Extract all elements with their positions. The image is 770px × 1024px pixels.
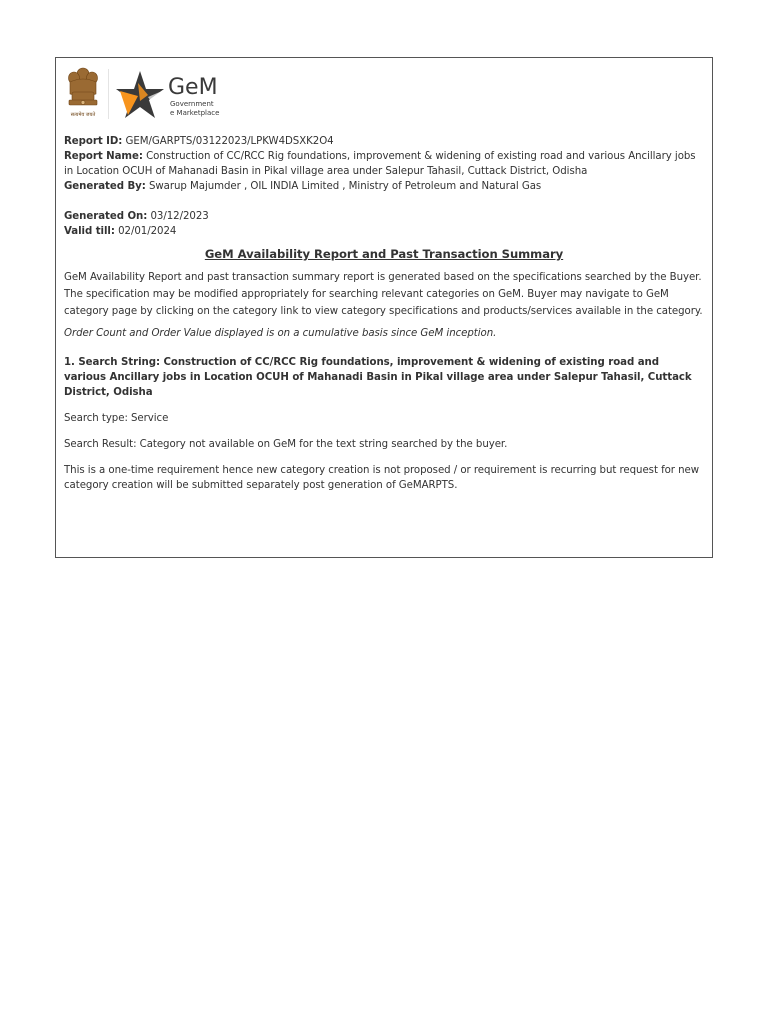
report-container <box>55 57 713 558</box>
gem-logo <box>108 67 268 123</box>
gem-wordmark: GeM <box>168 75 218 100</box>
generated-by-label: Generated By: <box>64 181 146 192</box>
report-name-value: Construction of CC/RCC Rig foundations, improvement & widening of existing road and various Ancillary jobs in Location OCUH of Mahanadi Basin in Pikal village area under Salepur Tahasil, Cuttack District, Odisha <box>64 151 696 177</box>
report-name-label: Report Name: <box>64 151 143 162</box>
generated-by-line <box>64 179 704 194</box>
search-string: 1. Search String: Construction of CC/RCC Rig foundations, improvement & widening of existing road and various Ancillary jobs in Location OCUH of Mahanadi Basin in Pikal village area under Salepur Tahasil, Cuttack District, Odisha <box>64 357 692 398</box>
gem-subtitle-marketplace: e Marketplace <box>170 109 220 117</box>
search-result: Search Result: Category not available on GeM for the text string searched by the buyer. <box>64 439 508 450</box>
valid-till-value: 02/01/2024 <box>118 226 177 237</box>
emblem-caption: सत्यमेव जयते <box>70 112 96 118</box>
generated-on-line <box>64 209 704 224</box>
header-logos <box>65 64 265 122</box>
summary-description: GeM Availability Report and past transaction summary report is generated based on the specifications searched by the Buyer. The specification may be modified appropriately for searching relevant categories on GeM. Buyer may navigate to GeM category page by clicking on the category link to view category specifications and products/services available in the category. <box>64 272 703 317</box>
search-type: Search type: Service <box>64 413 169 424</box>
valid-till-line <box>64 224 704 239</box>
report-id-line <box>64 134 704 149</box>
report-content <box>64 134 704 493</box>
cumulative-note: Order Count and Order Value displayed is on a cumulative basis since GeM inception. <box>64 328 497 339</box>
generated-on-label: Generated On: <box>64 211 148 222</box>
summary-title: GeM Availability Report and Past Transaction Summary <box>204 247 564 261</box>
gem-subtitle-government: Government <box>170 100 214 108</box>
report-name-line <box>64 149 704 179</box>
valid-till-label: Valid till: <box>64 226 115 237</box>
national-emblem-logo <box>65 64 101 120</box>
requirement-note: This is a one-time requirement hence new category creation is not proposed / or requirement is recurring but request for new category creation will be submitted separately post generation of GeMARPTS. <box>64 465 700 491</box>
report-id-label: Report ID: <box>64 136 123 147</box>
generated-on-value: 03/12/2023 <box>150 211 209 222</box>
generated-by-value: Swarup Majumder , OIL INDIA Limited , Ministry of Petroleum and Natural Gas <box>148 181 542 192</box>
report-id-value: GEM/GARPTS/03122023/LPKW4DSXK2O4 <box>125 136 334 147</box>
